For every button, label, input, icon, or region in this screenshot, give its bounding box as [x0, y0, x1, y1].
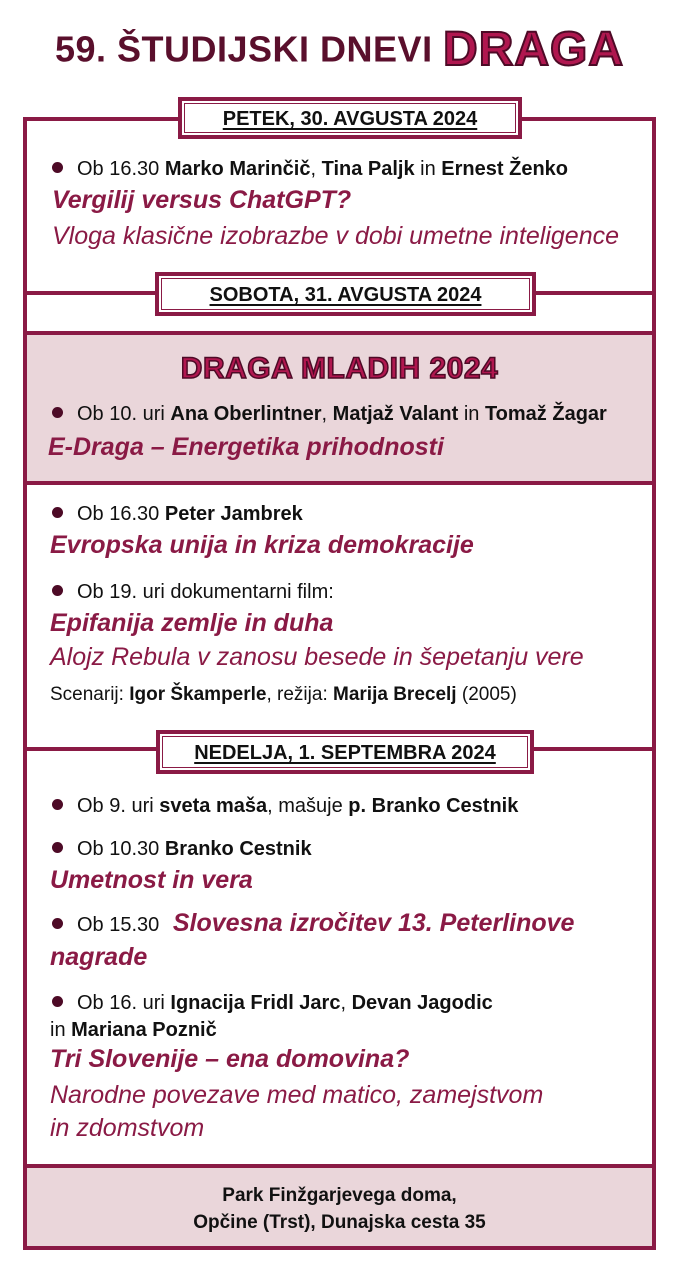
- credit-name: Marija Brecelj: [333, 684, 457, 705]
- bullet-icon: [52, 585, 63, 596]
- event-subtitle: Alojz Rebula v zanosu besede in šepetanju vere: [50, 643, 584, 671]
- event-line: [52, 909, 574, 938]
- separator: in: [414, 158, 442, 180]
- event-subtitle-cont: in zdomstvom: [50, 1114, 205, 1142]
- speaker: Ignacija Fridl Jarc: [170, 992, 341, 1014]
- bullet-icon: [52, 799, 63, 810]
- bullet-icon: [52, 407, 63, 418]
- separator: ,: [310, 158, 322, 180]
- event-time: Ob 16.30: [77, 503, 160, 525]
- event-time: Ob 15.30: [77, 914, 160, 936]
- bullet-icon: [52, 918, 63, 929]
- event-line: [52, 403, 607, 426]
- speaker: Ana Oberlintner: [170, 403, 322, 425]
- event-what: sveta maša: [159, 795, 268, 817]
- bullet-icon: [52, 842, 63, 853]
- page-title: [0, 22, 679, 77]
- credit-label: , režija:: [266, 684, 334, 705]
- event-time: Ob 16. uri: [77, 992, 165, 1014]
- speaker: Marko Marinčič: [164, 158, 311, 180]
- separator: in: [458, 403, 485, 425]
- venue-line-2: Opčine (Trst), Dunajska cesta 35: [193, 1212, 486, 1233]
- event-subtitle: Vloga klasične izobrazbe v dobi umetne inteligence: [52, 222, 620, 250]
- speaker: Tina Paljk: [321, 158, 415, 180]
- speaker: Peter Jambrek: [164, 503, 303, 525]
- title-draga: DRAGA: [443, 23, 625, 76]
- event-line: [52, 838, 312, 861]
- event-time: Ob 16.30: [77, 158, 160, 180]
- divider: [23, 331, 656, 335]
- event-title: Umetnost in vera: [50, 866, 253, 894]
- event-line-cont: [50, 1019, 217, 1042]
- film-credits: [50, 684, 517, 706]
- speaker: Branko Cestnik: [164, 838, 312, 860]
- credit-label: Scenarij:: [50, 684, 130, 705]
- speaker: Devan Jagodic: [351, 992, 493, 1014]
- bullet-icon: [52, 996, 63, 1007]
- event-line: [52, 503, 303, 526]
- day-header-sunday: NEDELJA, 1. SEPTEMBRA 2024: [156, 730, 534, 774]
- speaker: Tomaž Žagar: [484, 403, 607, 425]
- event-line: [52, 158, 568, 181]
- event-time: Ob 10. uri: [77, 403, 165, 425]
- event-time: Ob 10.30: [77, 838, 160, 860]
- credit-name: Igor Škamperle: [129, 684, 267, 705]
- separator: , mašuje: [267, 795, 349, 817]
- bullet-icon: [52, 162, 63, 173]
- speaker: Matjaž Valant: [332, 403, 459, 425]
- event-subtitle: Narodne povezave med matico, zamejstvom: [50, 1081, 544, 1109]
- divider: [23, 1164, 656, 1168]
- divider: [23, 481, 656, 485]
- credit-year: (2005): [456, 684, 517, 705]
- venue-line-1: Park Finžgarjevega doma,: [222, 1185, 457, 1206]
- event-title: Epifanija zemlje in duha: [50, 609, 334, 637]
- day-header-friday: PETEK, 30. AVGUSTA 2024: [178, 97, 522, 139]
- event-line: [52, 992, 493, 1015]
- day-header-saturday: SOBOTA, 31. AVGUSTA 2024: [155, 272, 536, 316]
- event-title: Tri Slovenije – ena domovina?: [50, 1045, 410, 1073]
- speaker: p. Branko Cestnik: [348, 795, 519, 817]
- event-line: [52, 795, 518, 818]
- separator: ,: [340, 992, 352, 1014]
- event-line: [52, 581, 334, 604]
- event-title: E-Draga – Energetika prihodnosti: [48, 433, 444, 461]
- speaker: Ernest Ženko: [441, 158, 568, 180]
- event-title-cont: nagrade: [50, 943, 148, 971]
- bullet-icon: [52, 507, 63, 518]
- speaker: Mariana Poznič: [71, 1019, 217, 1041]
- event-title: Slovesna izročitev 13. Peterlinove: [172, 909, 575, 937]
- event-time: Ob 9. uri: [77, 795, 154, 817]
- section-title: DRAGA MLADIH 2024: [180, 352, 499, 385]
- title-event-name: 59. ŠTUDIJSKI DNEVI: [54, 28, 433, 70]
- event-description: dokumentarni film:: [170, 581, 334, 603]
- event-title: Vergilij versus ChatGPT?: [52, 186, 352, 214]
- event-title: Evropska unija in kriza demokracije: [50, 531, 474, 559]
- separator: ,: [321, 403, 333, 425]
- separator: in: [50, 1019, 72, 1041]
- event-time: Ob 19. uri: [77, 581, 165, 603]
